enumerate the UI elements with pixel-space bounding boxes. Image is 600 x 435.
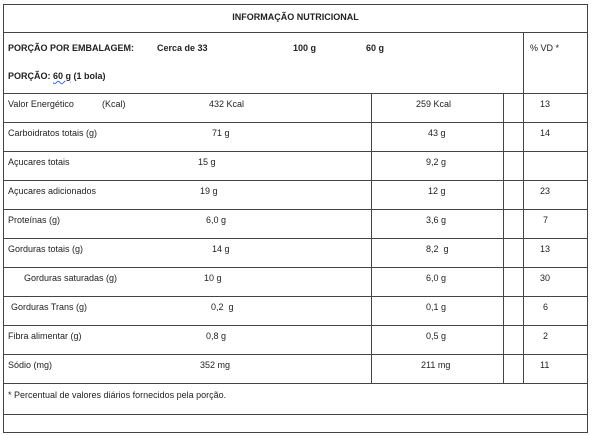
value-per-100g: 0,2 g	[211, 302, 234, 312]
nutrient-name: Fibra alimentar (g)	[8, 331, 82, 341]
value-per-60g: 8,2 g	[426, 244, 449, 254]
serving-size	[8, 71, 106, 82]
divider	[4, 414, 587, 415]
serving-size-label: PORÇÃO:	[8, 71, 51, 81]
nutrition-table	[3, 4, 588, 433]
daily-value: 13	[540, 99, 551, 109]
value-per-100g: 19 g	[200, 186, 218, 196]
daily-value: 23	[540, 186, 551, 196]
value-per-100g: 14 g	[212, 244, 230, 254]
value-per-60g: 9,2 g	[426, 157, 447, 167]
column-divider	[371, 93, 372, 383]
table-title: INFORMAÇÃO NUTRICIONAL	[232, 12, 359, 22]
value-per-100g: 15 g	[198, 157, 216, 167]
value-per-60g: 0,5 g	[426, 331, 447, 341]
divider	[4, 296, 587, 297]
value-per-100g: 0,8 g	[206, 331, 227, 341]
daily-value: 14	[540, 128, 551, 138]
daily-value: 11	[540, 360, 550, 370]
value-per-100g: 71 g	[212, 128, 230, 138]
value-per-100g: 352 mg	[200, 360, 231, 370]
nutrient-name: Açucares adicionados	[8, 186, 97, 196]
daily-value: 7	[543, 215, 549, 225]
column-header-60g: 60 g	[366, 43, 385, 53]
daily-value: 13	[540, 244, 551, 254]
nutrient-name: Sódio (mg)	[8, 360, 53, 370]
value-per-100g: 432 Kcal	[209, 99, 245, 109]
serving-size-amount: 60 g	[53, 71, 72, 81]
divider	[4, 93, 587, 94]
daily-value: 30	[540, 273, 551, 283]
serving-size-unit: (1 bola)	[71, 71, 106, 81]
divider	[4, 267, 587, 268]
divider	[4, 180, 587, 181]
value-per-60g: 43 g	[428, 128, 446, 138]
nutrient-name: Valor Energético	[8, 99, 74, 109]
column-header-vd: % VD *	[530, 43, 560, 53]
daily-value: 6	[543, 302, 549, 312]
divider	[4, 122, 587, 123]
nutrient-name: Gorduras saturadas (g)	[24, 273, 118, 283]
nutrient-unit: (Kcal)	[102, 99, 126, 109]
column-divider	[503, 93, 504, 383]
divider	[4, 209, 587, 210]
value-per-60g: 211 mg	[421, 360, 451, 370]
nutrient-name: Carboidratos totais (g)	[8, 128, 98, 138]
serving-per-package-label: PORÇÃO POR EMBALAGEM:	[8, 43, 134, 53]
value-per-60g: 12 g	[428, 186, 446, 196]
column-header-100g: 100 g	[293, 43, 317, 53]
nutrient-name: Açucares totais	[8, 157, 70, 167]
nutrient-name: Gorduras totais (g)	[8, 244, 84, 254]
nutrient-name: Gorduras Trans (g)	[11, 302, 88, 312]
value-per-100g: 10 g	[204, 273, 222, 283]
value-per-60g: 259 Kcal	[416, 99, 452, 109]
column-divider	[523, 32, 524, 383]
nutrient-name: Proteínas (g)	[8, 215, 61, 225]
value-per-100g: 6,0 g	[206, 215, 227, 225]
divider	[4, 32, 587, 33]
serving-per-package-value: Cerca de 33	[157, 43, 208, 53]
value-per-60g: 0,1 g	[426, 302, 447, 312]
footnote: * Percentual de valores diários fornecidos pela porção.	[8, 390, 227, 400]
divider	[4, 151, 587, 152]
divider	[4, 354, 587, 355]
divider	[4, 325, 587, 326]
divider	[4, 238, 587, 239]
value-per-60g: 6,0 g	[426, 273, 447, 283]
value-per-60g: 3,6 g	[426, 215, 447, 225]
divider	[4, 383, 587, 384]
daily-value: 2	[543, 331, 549, 341]
